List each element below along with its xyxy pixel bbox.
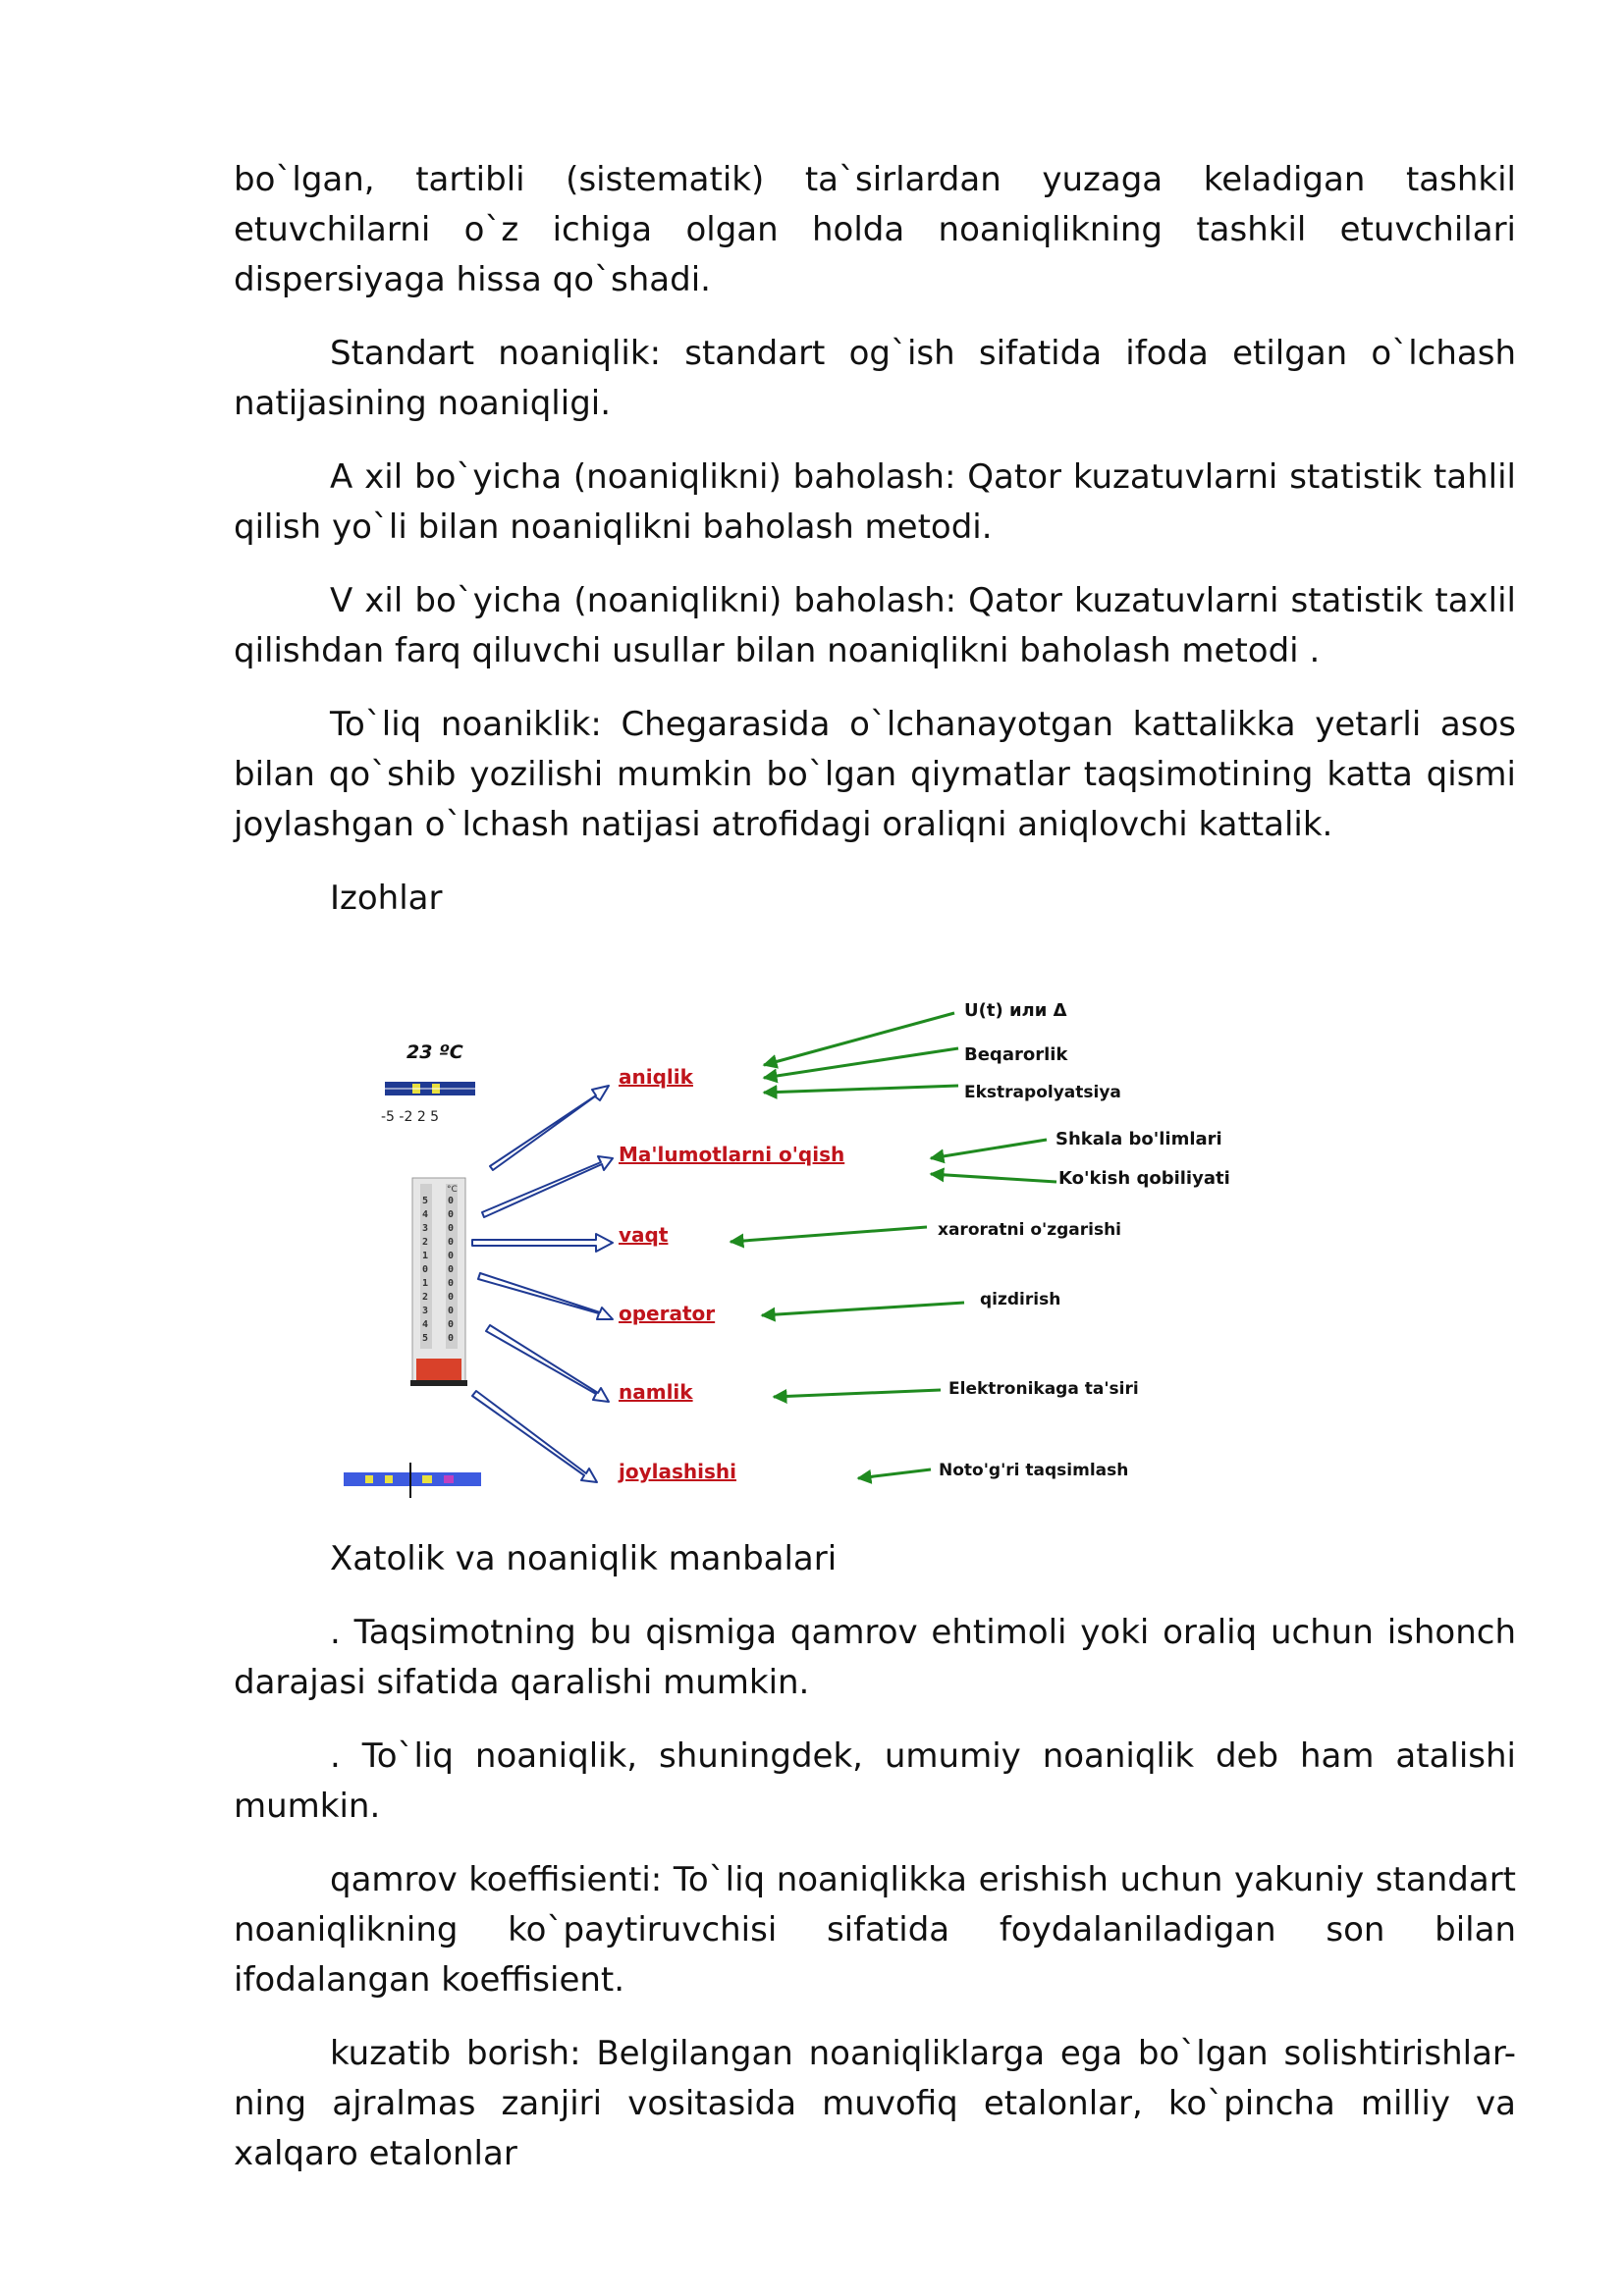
category-label: vaqt bbox=[619, 1223, 669, 1247]
green-arrow bbox=[764, 1086, 958, 1093]
source-label: Ko'kish qobiliyati bbox=[1058, 1168, 1230, 1189]
green-arrow bbox=[764, 1048, 958, 1078]
category-label: joylashishi bbox=[619, 1460, 736, 1483]
paragraph: qamrov koeffisienti: To`liq noaniqlikka erishish uchun yakuniy standart noaniqlikning ko`paytiruvchisi sifatida foydalaniladigan son bilan ifodalangan koeffisient. bbox=[234, 1860, 1516, 2000]
svg-text:2: 2 bbox=[422, 1237, 429, 1248]
svg-text:0: 0 bbox=[448, 1223, 455, 1234]
svg-text:2: 2 bbox=[422, 1292, 429, 1303]
svg-text:0: 0 bbox=[448, 1251, 455, 1261]
svg-text:1: 1 bbox=[422, 1278, 429, 1289]
thermo-scale-unit: °C bbox=[447, 1185, 458, 1195]
source-label: qizdirish bbox=[980, 1290, 1061, 1309]
color-scale-bottom bbox=[344, 1463, 481, 1498]
hollow-arrow-malumot bbox=[482, 1156, 613, 1217]
paragraph: A xil bo`yicha (noaniqlikni) baholash: Qator kuzatuvlarni statistik tahlil qilish yo`li bilan noaniqlikni baholash metodi. bbox=[234, 457, 1516, 547]
source-label: Ekstrapolyatsiya bbox=[964, 1083, 1121, 1102]
category-label: aniqlik bbox=[619, 1065, 693, 1089]
svg-text:3: 3 bbox=[422, 1223, 429, 1234]
paragraph: . Taqsimotning bu qismiga qamrov ehtimoli yoki oraliq uchun ishonch darajasi sifatida qaralishi mumkin. bbox=[234, 1613, 1516, 1702]
thermometer-icon bbox=[410, 1178, 467, 1386]
svg-text:0: 0 bbox=[448, 1237, 455, 1248]
hollow-arrow-joylash bbox=[472, 1391, 597, 1482]
svg-text:0: 0 bbox=[448, 1278, 455, 1289]
hollow-arrow-aniqlik bbox=[490, 1086, 609, 1170]
paragraph: . To`liq noaniqlik, shuningdek, umumiy noaniqlik deb ham atalishi mumkin. bbox=[234, 1736, 1516, 1826]
green-arrow bbox=[931, 1140, 1047, 1158]
svg-text:5: 5 bbox=[422, 1196, 429, 1206]
source-label: Elektronikaga ta'siri bbox=[948, 1379, 1139, 1399]
color-scale-top bbox=[383, 1082, 477, 1095]
green-arrow bbox=[731, 1227, 927, 1242]
svg-text:0: 0 bbox=[448, 1319, 455, 1330]
category-label: Ma'lumotlarni o'qish bbox=[619, 1143, 845, 1166]
green-arrow bbox=[774, 1390, 941, 1397]
source-label: Shkala bo'limlari bbox=[1056, 1129, 1222, 1149]
paragraph: kuzatib borish: Belgilangan noaniqliklarga ega bo`lgan solishtirishlar-ning ajralmas zanjiri vositasida muvofiq etalonlar, ko`pincha milliy va xalqaro etalonlar bbox=[234, 2034, 1516, 2173]
paragraph: V xil bo`yicha (noaniqlikni) baholash: Qator kuzatuvlarni statistik taxlil qilishdan farq qiluvchi usullar bilan noaniqlikni baholash metodi . bbox=[234, 581, 1516, 670]
figure-caption: Xatolik va noaniqlik manbalari bbox=[330, 1539, 838, 1578]
green-arrow bbox=[931, 1174, 1056, 1182]
svg-text:0: 0 bbox=[448, 1209, 455, 1220]
svg-text:4: 4 bbox=[422, 1319, 429, 1330]
category-label: operator bbox=[619, 1302, 716, 1325]
svg-text:4: 4 bbox=[422, 1209, 429, 1220]
source-label: Beqarorlik bbox=[964, 1044, 1068, 1065]
green-arrow bbox=[762, 1303, 964, 1315]
thermometer-reading: 23 ºC bbox=[406, 1041, 463, 1063]
hollow-arrow-operator bbox=[478, 1273, 613, 1319]
source-label: xaroratni o'zgarishi bbox=[938, 1220, 1122, 1240]
green-arrow bbox=[764, 1013, 954, 1065]
green-arrow bbox=[858, 1469, 931, 1478]
paragraph: bo`lgan, tartibli (sistematik) ta`sirlardan yuzaga keladigan tashkil etuvchilarni o`z ichiga olgan holda noaniqlikning tashkil etuvchilari dispersiyaga hissa qo`shadi. bbox=[234, 160, 1516, 299]
svg-text:0: 0 bbox=[448, 1306, 455, 1316]
source-label: U(t) или Δ bbox=[964, 1000, 1067, 1021]
scale-ticks: -5 -2 2 5 bbox=[381, 1109, 440, 1125]
source-label: Noto'g'ri taqsimlash bbox=[939, 1461, 1129, 1480]
svg-text:1: 1 bbox=[422, 1251, 429, 1261]
notes-heading: Izohlar bbox=[330, 879, 443, 918]
paragraph: To`liq noaniklik: Chegarasida o`lchanayotgan kattalikka yetarli asos bilan qo`shib yozilishi mumkin bo`lgan qiymatlar taqsimotining katta qismi joylashgan o`lchash natijasi atrofidagi oraliqni aniqlovchi kattalik. bbox=[234, 705, 1516, 844]
svg-text:0: 0 bbox=[448, 1196, 455, 1206]
svg-text:0: 0 bbox=[448, 1333, 455, 1344]
hollow-arrows bbox=[472, 1086, 613, 1482]
svg-text:0: 0 bbox=[422, 1264, 429, 1275]
svg-text:5: 5 bbox=[422, 1333, 429, 1344]
bottom-text-block bbox=[234, 1534, 1516, 2203]
svg-text:0: 0 bbox=[448, 1292, 455, 1303]
paragraph: Standart noaniqlik: standart og`ish sifatida ifoda etilgan o`lchash natijasining noaniqligi. bbox=[234, 334, 1516, 423]
svg-text:3: 3 bbox=[422, 1306, 429, 1316]
svg-text:0: 0 bbox=[448, 1264, 455, 1275]
hollow-arrow-vaqt bbox=[472, 1234, 613, 1252]
category-label: namlik bbox=[619, 1380, 693, 1404]
hollow-arrow-namlik bbox=[486, 1325, 609, 1402]
